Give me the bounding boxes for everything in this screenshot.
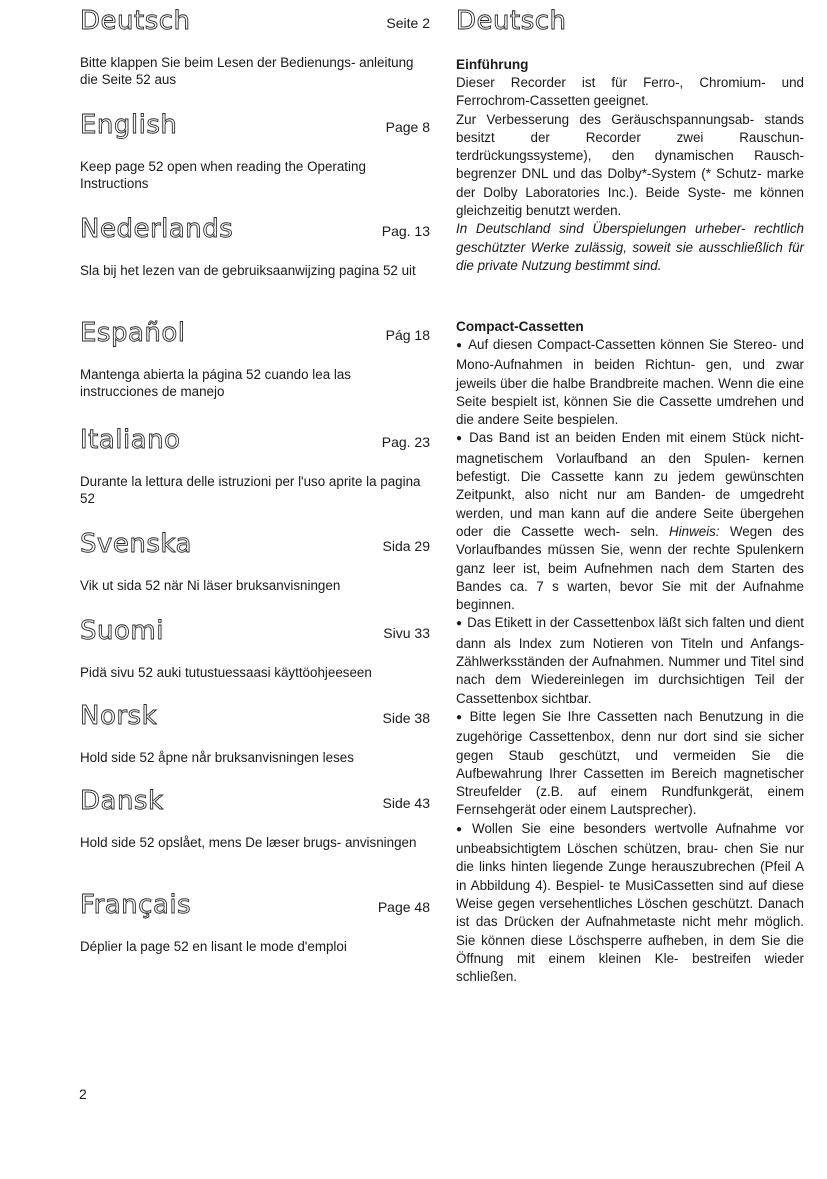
lang-page-ref: Sivu 33 xyxy=(383,625,430,641)
bullet-paragraph-1: ● Auf diesen Compact-Cassetten können Sie Stereo- und Mono-Aufnahmen in beiden Richtun- gen, und zwar jeweils über die halbe Brandbreite machen. Wenn die eine Seite bespielt ist, können Sie die Cassette umdrehen und die andere Seite bespielen. xyxy=(456,336,804,429)
lang-instruction: Déplier la page 52 en lisant le mode d'emploi xyxy=(80,939,347,954)
lang-entry-francais xyxy=(80,888,432,955)
lang-instruction: Keep page 52 open when reading the Operating Instructions xyxy=(80,159,366,191)
lang-name: Français xyxy=(80,890,192,920)
lang-name: Suomi xyxy=(80,616,164,646)
bullet-2-text: Das Band ist an beiden Enden mit einem Stück nicht-magnetischem Vorlaufband an den Spulen- kernen befestigt. Die Cassette kann zu jedem gewünschten Zeitpunkt, also nicht nur am Banden- de umgedreht werden, und man kann auf die andere Seite übergehen oder die Cassette wech- seln. xyxy=(456,430,804,539)
lang-instruction: Hold side 52 opslået, mens De læser brugs- anvisningen xyxy=(80,835,417,850)
lang-page-ref: Pag. 13 xyxy=(381,223,430,239)
lang-entry-svenska xyxy=(80,527,432,594)
bullet-paragraph-3: ● Das Etikett in der Cassettenbox läßt sich falten und dient dann als Index zum Notieren von Titeln und Anfangs-Zählwerksständen der Aufnahmen. Nummer und Titel sind nach dem Wiedereinlegen im durchsichtigen Teil der Cassettenbox sichtbar. xyxy=(456,614,804,707)
lang-name: Nederlands xyxy=(80,214,234,244)
page-number: 2 xyxy=(79,1086,87,1102)
lang-instruction: Mantenga abierta la página 52 cuando lea las instrucciones de manejo xyxy=(80,367,351,399)
intro-paragraph-1: Dieser Recorder ist für Ferro-, Chromium- und Ferrochrom-Cassetten geeignet. xyxy=(456,75,804,109)
lang-instruction: Sla bij het lezen van de gebruiksaanwijzing pagina 52 uit xyxy=(80,263,416,278)
lang-page-ref: Side 43 xyxy=(382,795,430,811)
lang-name: Norsk xyxy=(80,701,158,731)
intro-paragraph-2: Zur Verbesserung des Geräuschspannungsab- stands besitzt der Recorder zwei Rauschun- terdrückungssysteme), den dynamischen Rausch- begrenzer DNL und das Dolby*-System (* Schutz- marke der Dolby Laboratories Inc.). Beide Syste- me können gleichzeitig benutzt werden. xyxy=(456,111,804,219)
lang-page-ref: Pag. 23 xyxy=(381,434,430,450)
lang-entry-deutsch xyxy=(80,4,432,88)
lang-instruction: Vik ut sida 52 när Ni läser bruksanvisningen xyxy=(80,578,341,593)
compact-cassettes-section xyxy=(456,318,804,986)
lang-instruction: Hold side 52 åpne når bruksanvisningen leses xyxy=(80,750,354,765)
bullet-paragraph-2 xyxy=(456,429,804,614)
lang-name: Deutsch xyxy=(80,6,191,36)
lang-page-ref: Sida 29 xyxy=(382,538,430,554)
lang-page-ref: Page 8 xyxy=(385,119,430,135)
bullet-paragraph-5: ● Wollen Sie eine besonders wertvolle Aufnahme vor unbeabsichtigtem Löschen schützen, brau- chen Sie nur die links hinten liegende Zunge herauszubrechen (Pfeil A in Abbildung 4). Bespiel- te MusiCassetten sind auf diese Weise gegen versehentliches Löschen geschützt. Danach ist das Drücken der Aufnahmetaste nicht mehr möglich. Sie können diese Löschsperre aufheben, in dem Sie die Öffnung mit einem kleinen Kle- bestreifen wieder schließen. xyxy=(456,820,804,987)
bullet-paragraph-4: ● Bitte legen Sie Ihre Cassetten nach Benutzung in die zugehörige Cassettenbox, denn nur dort sind sie sicher gegen Staub geschützt, und vermeiden Sie die Aufbewahrung Ihrer Cassetten im Bereich magnetischer Streufelder (z.B. auf einem Rundfunkgerät, einem Fernsehgerät oder einem Lautsprecher). xyxy=(456,708,804,820)
lang-page-ref: Page 48 xyxy=(377,899,430,915)
intro-section xyxy=(456,56,804,275)
section-title: Deutsch xyxy=(456,6,567,36)
intro-copyright-note: In Deutschland sind Überspielungen urheber- rechtlich geschützter Werke zulässig, soweit sie ausschließlich für die private Nutzung bestimmt sind. xyxy=(456,221,804,273)
lang-page-ref: Side 38 xyxy=(382,710,430,726)
lang-name: Italiano xyxy=(80,425,181,455)
lang-entry-espanol xyxy=(80,316,432,400)
lang-name: Español xyxy=(80,318,186,348)
bullet-2-hint-text: Wegen des Vorlaufbandes müssen Sie, wenn der rechte Spulenkern ganz leer ist, beim Aufnehmen nach dem Starten des Bandes ca. 7 s warten, bevor Sie mit der Aufnahme beginnen. xyxy=(456,523,804,613)
lang-page-ref: Pág 18 xyxy=(385,327,430,343)
lang-entry-nederlands xyxy=(80,212,432,279)
lang-name: English xyxy=(80,110,178,140)
lang-instruction: Pidä sivu 52 auki tutustuessaasi käyttöohjeeseen xyxy=(80,665,372,680)
compact-heading: Compact-Cassetten xyxy=(456,319,584,334)
hint-label: Hinweis: xyxy=(669,523,720,539)
lang-name: Svenska xyxy=(80,529,192,559)
lang-entry-norsk xyxy=(80,699,432,766)
lang-entry-suomi xyxy=(80,614,432,681)
lang-instruction: Bitte klappen Sie beim Lesen der Bedienungs- anleitung die Seite 52 aus xyxy=(80,55,414,87)
lang-name: Dansk xyxy=(80,786,164,816)
intro-heading: Einführung xyxy=(456,57,529,72)
lang-entry-dansk xyxy=(80,784,432,851)
lang-instruction: Durante la lettura delle istruzioni per l'uso aprite la pagina 52 xyxy=(80,474,421,506)
lang-entry-english xyxy=(80,108,432,192)
lang-page-ref: Seite 2 xyxy=(386,15,430,31)
lang-entry-italiano xyxy=(80,423,432,507)
